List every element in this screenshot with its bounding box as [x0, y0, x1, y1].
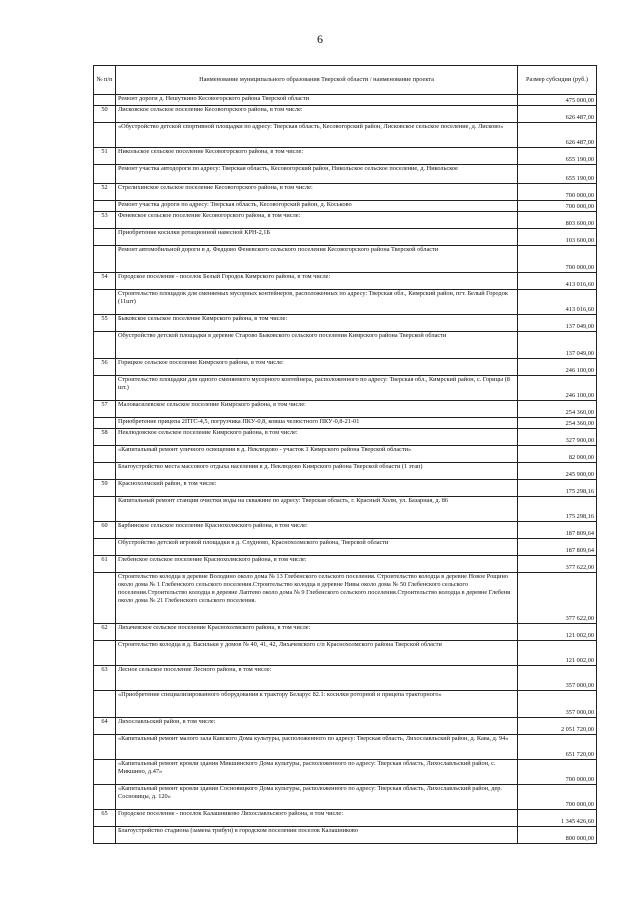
row-amount: 82 000,00 [518, 446, 597, 463]
row-name: Капитальный ремонт станции очистки воды на скважине по адресу: Тверская область, г. Красный Холм, ул. Базарная, д. 86 [116, 497, 518, 522]
row-name: Строительство колодца в д. Васильки у домов № 40, 41, 42, Лихачевского с/п Краснохолмского района Тверской области [116, 641, 518, 666]
row-name: Горицкое сельское поселение Кимрского района, в том числе: [116, 359, 518, 376]
table-row [94, 446, 597, 463]
row-name: Обустройство детской игровой площадки в д. Слудново, Краснохолмского района, Тверской области [116, 539, 518, 556]
row-number [94, 573, 116, 624]
row-amount: 1 345 426,60 [518, 810, 597, 827]
row-amount: 121 002,00 [518, 641, 597, 666]
row-amount: 187 809,64 [518, 522, 597, 539]
table-row [94, 785, 597, 810]
row-name: Строительство площадки для одного сменяемого мусорного контейнера, расположенного по адресу: Тверская обл., Кимрский район, с. Горицы (8 шт.) [116, 376, 518, 401]
row-number [94, 229, 116, 246]
row-amount: 651 720,00 [518, 735, 597, 760]
table-row [94, 212, 597, 229]
table-row [94, 666, 597, 691]
row-name: «Приобретение специализированного оборудования к трактору Беларус 82.1: косилки роторной и прицепа тракторного» [116, 691, 518, 718]
row-name: Неклюдовское сельское поселение Кимрского района, в том числе: [116, 429, 518, 446]
row-name: Никольское сельское поселение Кесовогорского района, в том числе: [116, 148, 518, 165]
row-amount: 254 360,00 [518, 418, 597, 429]
row-amount: 137 049,00 [518, 332, 597, 359]
row-amount: 626 487,00 [518, 123, 597, 148]
row-amount: 327 900,00 [518, 429, 597, 446]
row-number [94, 539, 116, 556]
row-number [94, 290, 116, 315]
table-row [94, 480, 597, 497]
row-name: Краснохолмский район, в том числе: [116, 480, 518, 497]
row-amount: 2 051 720,00 [518, 718, 597, 735]
row-number: 60 [94, 522, 116, 539]
table-row [94, 123, 597, 148]
row-amount: 700 000,00 [518, 184, 597, 201]
row-amount: 245 900,00 [518, 463, 597, 480]
row-amount: 800 000,00 [518, 827, 597, 844]
row-number [94, 785, 116, 810]
row-number: 54 [94, 273, 116, 290]
table-row [94, 463, 597, 480]
table-row [94, 148, 597, 165]
row-amount: 700 000,00 [518, 760, 597, 785]
row-name: Барбинское сельское поселение Краснохолмского района, в том числе: [116, 522, 518, 539]
row-amount: 413 016,60 [518, 290, 597, 315]
table-row [94, 95, 597, 106]
row-name: Маловасилевское сельское поселение Кимрского района, в том числе: [116, 401, 518, 418]
header-amount: Размер субсидии (руб.) [518, 66, 597, 95]
row-name: Лесное сельское поселение Лесного района, в том числе: [116, 666, 518, 691]
row-name: Стрелихинское сельское поселение Кесовогорского района, в том числе: [116, 184, 518, 201]
row-number [94, 95, 116, 106]
row-name: Лисковское сельское поселение Кесовогорского района, в том числе: [116, 106, 518, 123]
page-number: 6 [317, 32, 323, 46]
table-row [94, 376, 597, 401]
row-number [94, 691, 116, 718]
subsidy-table [93, 65, 597, 844]
row-amount: 246 100,00 [518, 359, 597, 376]
row-number [94, 641, 116, 666]
row-name: «Капитальный ремонт кровли здания Микшинского Дома культуры, расположенного по адресу: Тверская область, Лихославльский район, с. Микшино, д.47» [116, 760, 518, 785]
row-amount: 103 600,00 [518, 229, 597, 246]
row-amount: 655 190,00 [518, 165, 597, 184]
row-name: «Обустройство детской спортивной площадки по адресу: Тверская область, Кесовогорский район, Лисковское сельское поселение, д. Лисково» [116, 123, 518, 148]
table-row [94, 624, 597, 641]
row-amount: 175 298,16 [518, 497, 597, 522]
row-number: 65 [94, 810, 116, 827]
table-row [94, 359, 597, 376]
row-amount: 357 000,00 [518, 666, 597, 691]
row-name: Лихославльский район, в том числе: [116, 718, 518, 735]
row-name: «Капитальный ремонт уличного освещения в д. Неклюдово - участок 1 Кимрского района Тверской области» [116, 446, 518, 463]
row-number [94, 376, 116, 401]
row-name: «Капитальный ремонт кровли здания Сосновицкого Дома культуры, расположенного по адресу: Тверская область, Лихославльский район, дер. Сосновицы, д. 120» [116, 785, 518, 810]
row-number: 53 [94, 212, 116, 229]
row-number [94, 760, 116, 785]
table-row [94, 641, 597, 666]
row-name: Ремонт дороги д. Нешуткино Кесовогорского района Тверской области [116, 95, 518, 106]
row-amount: 187 809,64 [518, 539, 597, 556]
row-amount: 475 000,00 [518, 95, 597, 106]
row-name: Быковское сельское поселение Кимрского района, в том числе: [116, 315, 518, 332]
row-number: 62 [94, 624, 116, 641]
row-amount: 700 000,00 [518, 246, 597, 273]
row-amount: 700 000,00 [518, 785, 597, 810]
row-number: 52 [94, 184, 116, 201]
table-row [94, 556, 597, 573]
table-row [94, 332, 597, 359]
row-number [94, 201, 116, 212]
row-number: 63 [94, 666, 116, 691]
row-number: 59 [94, 480, 116, 497]
row-name: Благоустройство места массового отдыха населения в д. Неклюдово Кимрского района Тверской области (1 этап) [116, 463, 518, 480]
row-name: Ремонт участка автодороги по адресу: Тверская область, Кесовогорский район, Никольское сельское поселение, д. Никольское [116, 165, 518, 184]
table-row [94, 810, 597, 827]
row-amount: 377 622,00 [518, 556, 597, 573]
row-amount: 175 298,16 [518, 480, 597, 497]
table-row [94, 229, 597, 246]
row-number [94, 123, 116, 148]
row-name: Приобретение косилки ротационной навесной КРН-2,1Б [116, 229, 518, 246]
row-number [94, 827, 116, 844]
row-name: «Капитальный ремонт малого зала Кавского Дома культуры, расположенного по адресу: Тверская область, Лихославльский район, д. Кава, д. 94» [116, 735, 518, 760]
row-amount: 700 000,00 [518, 201, 597, 212]
table-row [94, 165, 597, 184]
table-row [94, 539, 597, 556]
table-row [94, 691, 597, 718]
row-number: 50 [94, 106, 116, 123]
table-row [94, 573, 597, 624]
table-row [94, 184, 597, 201]
row-name: Строительство площадок для сменяемых мусорных контейнеров, расположенных по адресу: Тверская обл., Кимрский район, пгт. Белый Городок (11шт) [116, 290, 518, 315]
row-number [94, 463, 116, 480]
table-row [94, 246, 597, 273]
row-name: Строительство колодца в деревне Володино около дома № 13 Глебенского сельского поселения. Строительство колодца в деревне Новое Рощино около дома № 1 Глебенского сельского поселения.Строительство колодца в деревне Нивы около дома № 50 Глебенского сельского поселения.Строительство колодца в деревне Лаптево около дома № 9 Глебенского сельского поселения.Строительство колодца в деревне Глебени около дома № 21 Глебенского сельского поселения. [116, 573, 518, 624]
row-number: 64 [94, 718, 116, 735]
row-name: Ремонт участка дороги по адресу: Тверская область, Кесовогорский район, д. Коськово [116, 201, 518, 212]
row-name: Ремонт автомобильной дороги в д. Федцово Феневского сельского поселения Кесовогорского района Тверской области [116, 246, 518, 273]
table-row [94, 273, 597, 290]
row-number: 51 [94, 148, 116, 165]
row-amount: 246 100,00 [518, 376, 597, 401]
row-name: Городское поселение - поселок Белый Городок Кимрского района, в том числе: [116, 273, 518, 290]
row-amount: 377 622,00 [518, 573, 597, 624]
row-name: Феневское сельское поселение Кесовогорского района, в том числе: [116, 212, 518, 229]
header-name: Наименование муниципального образования Тверской области / наименование проекта [116, 66, 518, 95]
row-number [94, 332, 116, 359]
row-number: 61 [94, 556, 116, 573]
table-row [94, 418, 597, 429]
row-number: 58 [94, 429, 116, 446]
row-amount: 357 000,00 [518, 691, 597, 718]
row-amount: 803 600,00 [518, 212, 597, 229]
table-row [94, 735, 597, 760]
row-number [94, 418, 116, 429]
row-amount: 137 049,00 [518, 315, 597, 332]
table-row [94, 718, 597, 735]
row-number [94, 246, 116, 273]
row-number: 57 [94, 401, 116, 418]
table-row [94, 429, 597, 446]
row-number [94, 735, 116, 760]
row-name: Лихачевское сельское поселение Краснохолмского района, в том числе: [116, 624, 518, 641]
header-num: № п/п [94, 66, 116, 95]
row-amount: 655 190,00 [518, 148, 597, 165]
row-name: Городское поселение - поселок Калашниково Лихославльского района, в том числе: [116, 810, 518, 827]
table-row [94, 522, 597, 539]
table-row [94, 827, 597, 844]
row-number [94, 446, 116, 463]
table-row [94, 315, 597, 332]
row-amount: 121 002,00 [518, 624, 597, 641]
table-row [94, 106, 597, 123]
row-amount: 254 360,00 [518, 401, 597, 418]
row-name: Благоустройство стадиона (замена трибун) в городском поселении поселок Калашниково [116, 827, 518, 844]
table-row [94, 760, 597, 785]
table-row [94, 201, 597, 212]
row-amount: 413 016,60 [518, 273, 597, 290]
table-header-row [94, 66, 597, 95]
table-row [94, 497, 597, 522]
row-number: 56 [94, 359, 116, 376]
row-number [94, 497, 116, 522]
row-number: 55 [94, 315, 116, 332]
row-number [94, 165, 116, 184]
row-name: Обустройство детской площадки в деревне Старово Быковского сельского поселения Кимрского района Тверской области [116, 332, 518, 359]
row-name: Приобретение прицепа 2ПТС-4,5, погрузчика ПКУ-0,8, ковша челюстного ПКУ-0,8-21-01 [116, 418, 518, 429]
row-amount: 626 487,00 [518, 106, 597, 123]
table-row [94, 290, 597, 315]
table-row [94, 401, 597, 418]
row-name: Глебенское сельское поселение Краснохолмского района, в том числе: [116, 556, 518, 573]
